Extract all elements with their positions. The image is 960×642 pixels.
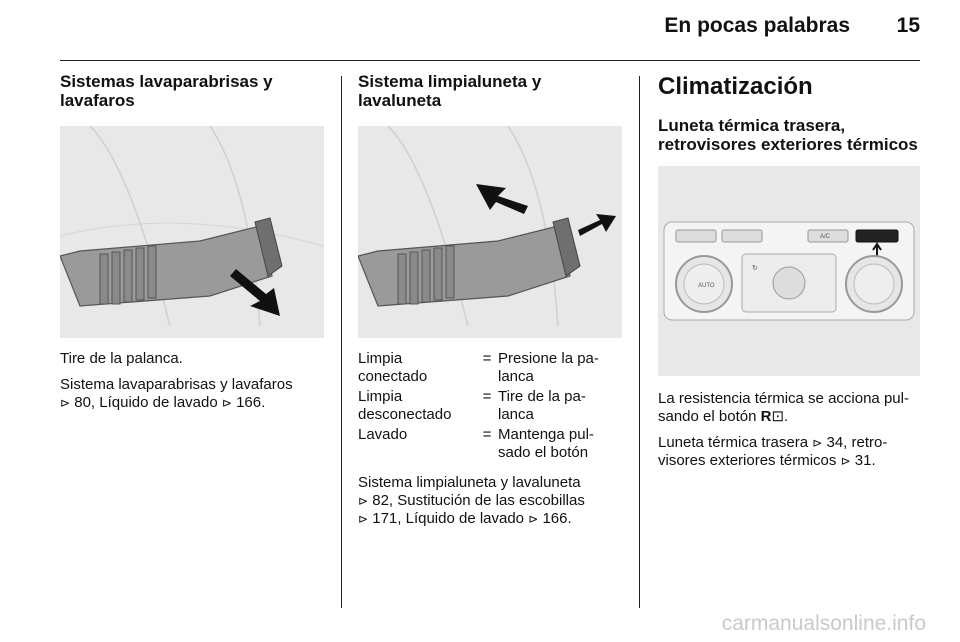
reference-arrow-icon: ⊳ xyxy=(221,396,232,410)
wiper-modes-table xyxy=(358,350,622,462)
page-reference-link[interactable]: 31. xyxy=(854,452,876,469)
section-heading: Sistema limpialuneta y lavaluneta xyxy=(358,72,542,110)
watermark: carmanualsonline.info xyxy=(721,612,926,635)
column-rear-wiper xyxy=(358,72,622,528)
page-reference-link[interactable]: 171, Líquido de lavado xyxy=(372,510,525,527)
column-windscreen-washer xyxy=(60,72,324,412)
stalk-pull-illustration xyxy=(60,126,324,338)
caption: Tire de la palanca. xyxy=(60,350,183,367)
header-title: En pocas palabras xyxy=(664,14,850,37)
page-reference-link[interactable]: 166. xyxy=(542,510,572,527)
reference-arrow-icon: ⊳ xyxy=(528,512,539,526)
wiper-stalk-drawing xyxy=(60,126,324,338)
page-reference-link[interactable]: 82, Sustitución de las escobillas xyxy=(372,492,585,509)
rear-wiper-stalk-illustration xyxy=(358,126,622,338)
climate-control-panel-drawing xyxy=(658,166,920,376)
svg-text:↻: ↻ xyxy=(752,265,758,272)
column-divider-1 xyxy=(341,76,342,608)
rear-wiper-stalk-drawing xyxy=(358,126,622,338)
section-heading: Sistemas lavaparabrisas y lavafaros xyxy=(60,72,273,110)
column-climate xyxy=(658,72,920,470)
section-heading: Luneta térmica trasera, retrovisores exteriores térmicos xyxy=(658,116,918,154)
reference-arrow-icon: ⊳ xyxy=(840,454,851,468)
reference-arrow-icon: ⊳ xyxy=(60,396,71,410)
column-divider-2 xyxy=(639,76,640,608)
reference-text: Luneta térmica trasera ⊳ 34, retro- visores exteriores térmicos ⊳ 31. xyxy=(658,434,888,469)
page-reference-link[interactable]: 34, retro- xyxy=(826,434,888,451)
table-row: Limpia conectado = Presione la pa- lanca xyxy=(358,350,599,385)
reference-arrow-icon: ⊳ xyxy=(812,436,823,450)
reference-text: Sistema lavaparabrisas y lavafaros ⊳ 80, Líquido de lavado ⊳ 166. xyxy=(60,376,293,411)
page-number: 15 xyxy=(896,14,920,37)
page-reference-link[interactable]: 80, Líquido de lavado xyxy=(74,394,218,411)
climate-panel-illustration xyxy=(658,166,920,376)
reference-text: Sistema limpialuneta y lavaluneta ⊳ 82, Sustitución de las escobillas ⊳ 171, Líquido de lavado ⊳ 166. xyxy=(358,474,585,527)
table-row: Limpia desconectado = Tire de la pa- lanca xyxy=(358,388,586,423)
body-text: La resistencia térmica se acciona pul- sando el botón R⊡. xyxy=(658,390,909,425)
chapter-title: Climatización xyxy=(658,73,813,100)
header-rule xyxy=(60,60,920,61)
page-reference-link[interactable]: 166. xyxy=(236,394,266,411)
svg-text:A/C: A/C xyxy=(820,234,831,240)
heated-rear-window-icon: R xyxy=(760,408,772,425)
table-row: Lavado = Mantenga pul- sado el botón xyxy=(358,426,594,461)
reference-arrow-icon: ⊳ xyxy=(358,512,369,526)
svg-text:AUTO: AUTO xyxy=(698,283,715,289)
reference-arrow-icon: ⊳ xyxy=(358,494,369,508)
